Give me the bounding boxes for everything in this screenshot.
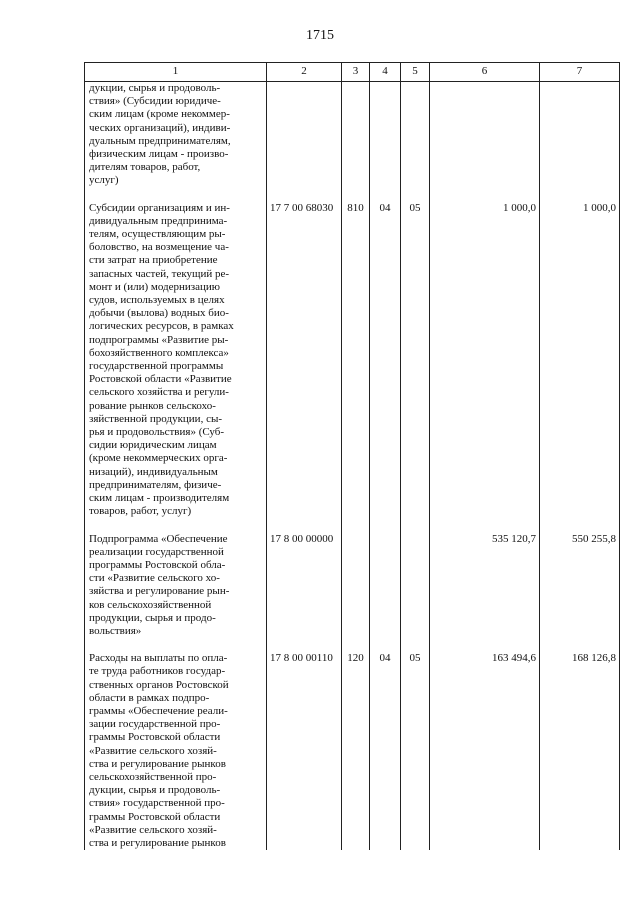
spacer-cell — [85, 519, 267, 533]
item-name-line: ствия» (Субсидии юридиче- — [89, 95, 221, 108]
amount-year2-cell: 1 000,0 — [540, 202, 620, 519]
item-name-line: дуальным предпринимателям, — [89, 134, 231, 147]
spacer-cell — [540, 188, 620, 202]
subsection-cell — [401, 82, 430, 188]
table-row — [85, 202, 620, 519]
row-spacer — [85, 519, 620, 533]
item-name-line: сельского хозяйства и регули- — [89, 386, 229, 399]
column-header: 6 — [430, 63, 540, 82]
item-name-line: физическим лицам - произво- — [89, 148, 229, 161]
item-name-line: Подпрограмма «Обеспечение — [89, 532, 228, 545]
item-name-line: низаций), индивидуальным — [89, 465, 218, 478]
expense-type-cell: 120 — [342, 652, 370, 850]
amount-year1-cell: 163 494,6 — [430, 652, 540, 850]
spacer-cell — [430, 188, 540, 202]
item-name-line: боловство, на возмещение ча- — [89, 241, 229, 254]
item-name-line: дителям товаров, работ, — [89, 161, 201, 174]
spacer-cell — [540, 519, 620, 533]
amount-year1-cell: 535 120,7 — [430, 533, 540, 639]
spacer-cell — [401, 638, 430, 652]
item-name-line: «Развитие сельского хозяй- — [89, 744, 217, 757]
item-name-line: области в рамках подпро- — [89, 691, 210, 704]
item-name-line: реализации государственной — [89, 545, 224, 558]
item-name-line: Субсидии организациям и ин- — [89, 201, 230, 214]
item-name-line: ства и регулирование рынков — [89, 757, 226, 770]
item-name-line: граммы Ростовской области — [89, 731, 221, 744]
item-name-line: граммы «Обеспечение реали- — [89, 704, 228, 717]
item-name-line: сти «Развитие сельского хо- — [89, 572, 220, 585]
item-name-line: программы Ростовской обла- — [89, 558, 226, 571]
item-name-line: зации государственной про- — [89, 718, 221, 731]
amount-year1-cell: 1 000,0 — [430, 202, 540, 519]
item-name-line: сидии юридическим лицам — [89, 439, 217, 452]
budget-table — [84, 62, 620, 850]
spacer-cell — [540, 638, 620, 652]
column-header: 5 — [401, 63, 430, 82]
item-name-line: те труда работников государ- — [89, 665, 226, 678]
amount-year2-cell: 168 126,8 — [540, 652, 620, 850]
page-number: 1715 — [306, 28, 334, 43]
item-name-line: судов, используемых в целях — [89, 294, 225, 307]
column-header: 7 — [540, 63, 620, 82]
amount-year2-cell — [540, 82, 620, 188]
item-name-line: сельскохозяйственной про- — [89, 770, 217, 783]
item-name-line: ским лицам (кроме некоммер- — [89, 108, 230, 121]
amount-year1-cell — [430, 82, 540, 188]
expense-type-cell — [342, 533, 370, 639]
table-row — [85, 533, 620, 639]
item-name-line: зяйства и регулирование рын- — [89, 585, 230, 598]
item-name-line: ственных органов Ростовской — [89, 678, 229, 691]
column-header: 3 — [342, 63, 370, 82]
item-name-line: Расходы на выплаты по опла- — [89, 652, 228, 665]
item-name-line: ков сельскохозяйственной — [89, 598, 212, 611]
item-name-line: ства и регулирование рынков — [89, 836, 226, 849]
amount-year2-cell: 550 255,8 — [540, 533, 620, 639]
table-body — [85, 82, 620, 851]
section-cell — [370, 533, 401, 639]
item-name-cell — [85, 652, 267, 850]
item-name-cell — [85, 202, 267, 519]
item-name-line: дукции, сырья и продоволь- — [89, 82, 221, 94]
spacer-cell — [430, 519, 540, 533]
item-name-line: «Развитие сельского хозяй- — [89, 823, 217, 836]
budget-code-cell — [267, 82, 342, 188]
item-name-line: рья и продовольствия» (Суб- — [89, 426, 225, 439]
spacer-cell — [85, 638, 267, 652]
spacer-cell — [342, 188, 370, 202]
item-name-line: Ростовской области «Развитие — [89, 373, 232, 386]
table-row — [85, 82, 620, 188]
item-name-line: государственной программы — [89, 360, 224, 373]
section-cell — [370, 82, 401, 188]
table-header-row — [85, 63, 620, 82]
item-name-line: рование рынков сельскохо- — [89, 399, 216, 412]
subsection-cell: 05 — [401, 652, 430, 850]
item-name-line: граммы Ростовской области — [89, 810, 221, 823]
spacer-cell — [430, 638, 540, 652]
item-name-line: вольствия» — [89, 624, 142, 637]
item-name-line: (кроме некоммерческих орга- — [89, 452, 228, 465]
column-header: 2 — [267, 63, 342, 82]
item-name-line: сти затрат на приобретение — [89, 254, 218, 267]
item-name-line: услуг) — [89, 174, 119, 187]
item-name-line: ческих организаций), индиви- — [89, 121, 231, 134]
item-name-line: бохозяйственного комплекса» — [89, 346, 229, 359]
row-spacer — [85, 188, 620, 202]
spacer-cell — [342, 638, 370, 652]
spacer-cell — [267, 519, 342, 533]
item-name-line: запасных частей, текущий ре- — [89, 267, 230, 280]
spacer-cell — [401, 188, 430, 202]
spacer-cell — [370, 519, 401, 533]
table-row — [85, 652, 620, 850]
item-name-cell — [85, 533, 267, 639]
subsection-cell: 05 — [401, 202, 430, 519]
spacer-cell — [370, 638, 401, 652]
section-cell: 04 — [370, 202, 401, 519]
subsection-cell — [401, 533, 430, 639]
item-name-line: товаров, работ, услуг) — [89, 505, 192, 518]
section-cell: 04 — [370, 652, 401, 850]
item-name-line: добычи (вылова) водных био- — [89, 307, 229, 320]
budget-code-cell: 17 7 00 68030 — [267, 202, 342, 519]
expense-type-cell: 810 — [342, 202, 370, 519]
budget-code-cell: 17 8 00 00110 — [267, 652, 342, 850]
spacer-cell — [370, 188, 401, 202]
item-name-line: подпрограммы «Развитие ры- — [89, 333, 229, 346]
item-name-line: монт и (или) модернизацию — [89, 280, 220, 293]
spacer-cell — [267, 188, 342, 202]
expense-type-cell — [342, 82, 370, 188]
item-name-line: дивидуальным предпринима- — [89, 214, 228, 227]
column-header: 4 — [370, 63, 401, 82]
spacer-cell — [342, 519, 370, 533]
item-name-line: зяйственной продукции, сы- — [89, 412, 223, 425]
spacer-cell — [267, 638, 342, 652]
item-name-line: ствия» государственной про- — [89, 797, 225, 810]
item-name-line: телям, осуществляющим ры- — [89, 228, 226, 241]
spacer-cell — [85, 188, 267, 202]
budget-code-cell: 17 8 00 00000 — [267, 533, 342, 639]
item-name-line: логических ресурсов, в рамках — [89, 320, 234, 333]
item-name-line: предпринимателям, физиче- — [89, 478, 222, 491]
column-header: 1 — [85, 63, 267, 82]
item-name-line: ским лицам - производителям — [89, 492, 230, 505]
item-name-line: продукции, сырья и продо- — [89, 611, 216, 624]
item-name-cell — [85, 82, 267, 188]
item-name-line: дукции, сырья и продоволь- — [89, 784, 221, 797]
spacer-cell — [401, 519, 430, 533]
row-spacer — [85, 638, 620, 652]
